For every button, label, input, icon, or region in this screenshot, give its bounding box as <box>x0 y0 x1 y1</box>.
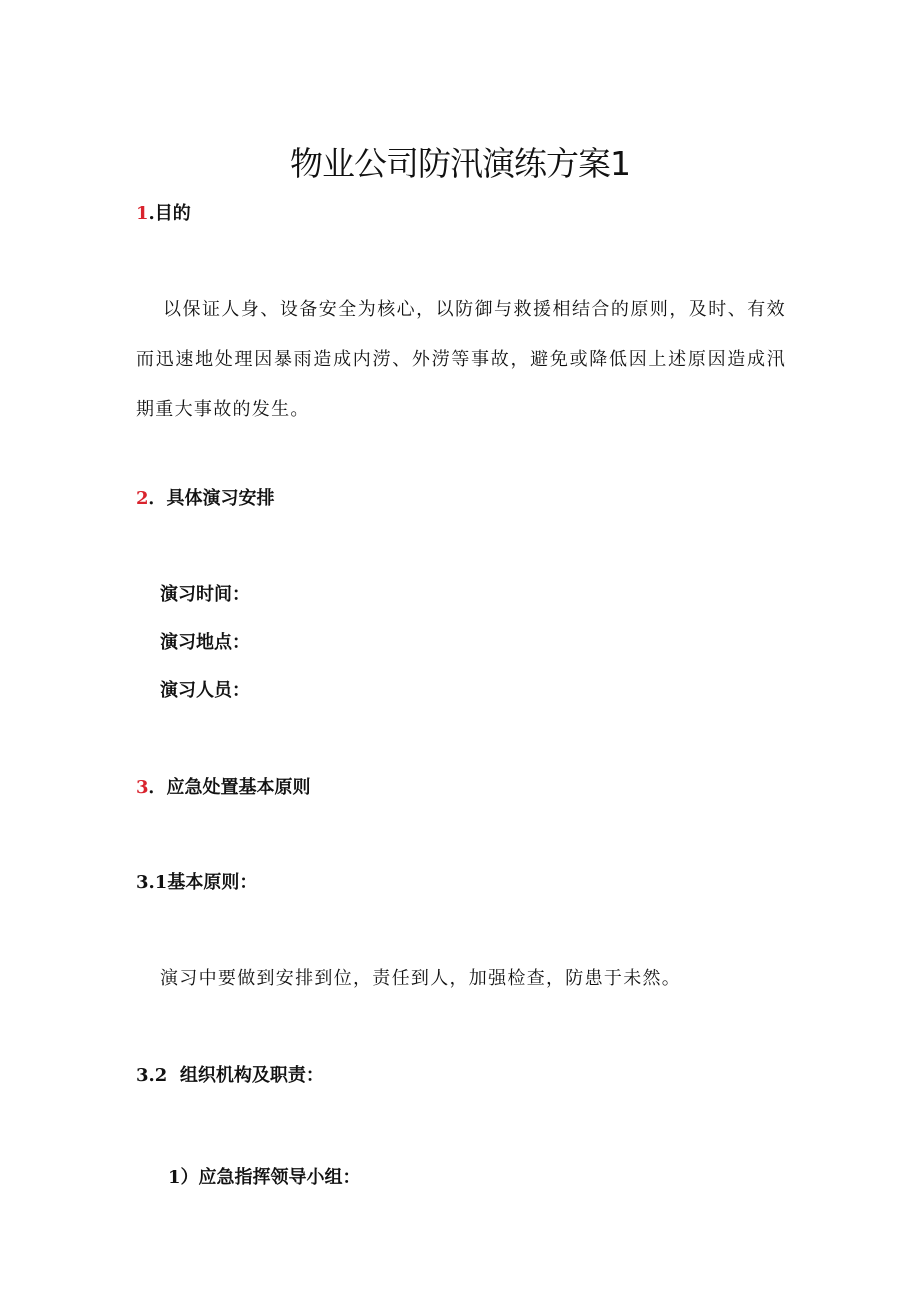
section-title: .目的 <box>148 203 191 224</box>
section-title: ．应急处置基本原则 <box>148 777 311 798</box>
purpose-paragraph: 以保证人身、设备安全为核心，以防御与救援相结合的原则，及时、有效而迅速地处理因暴雨造成内涝、外涝等事故，避免或降低因上述原因造成汛期重大事故的发生。 <box>136 299 786 420</box>
section-number: 2 <box>136 488 149 509</box>
drill-time-label: 演习时间： <box>160 584 250 605</box>
subsection-heading-3-1: 3.1基本原则： <box>136 872 258 893</box>
section-number: 3 <box>136 777 149 798</box>
document-title: 物业公司防汛演练方案1 <box>290 144 630 183</box>
drill-people-label: 演习人员： <box>160 680 250 701</box>
list-item-command-group: 1）应急指挥领导小组： <box>168 1167 361 1188</box>
section-title: ．具体演习安排 <box>148 488 275 509</box>
section-number: 1 <box>136 203 149 224</box>
drill-place-label: 演习地点： <box>160 632 250 653</box>
section-heading-purpose <box>136 199 191 225</box>
subsection-heading-3-2: 3.2 组织机构及职责： <box>136 1065 324 1086</box>
section-heading-arrangement <box>136 484 275 510</box>
subsection-3-1-text: 演习中要做到安排到位，责任到人，加强检查，防患于未然。 <box>160 968 682 989</box>
section-heading-principles <box>136 773 311 799</box>
